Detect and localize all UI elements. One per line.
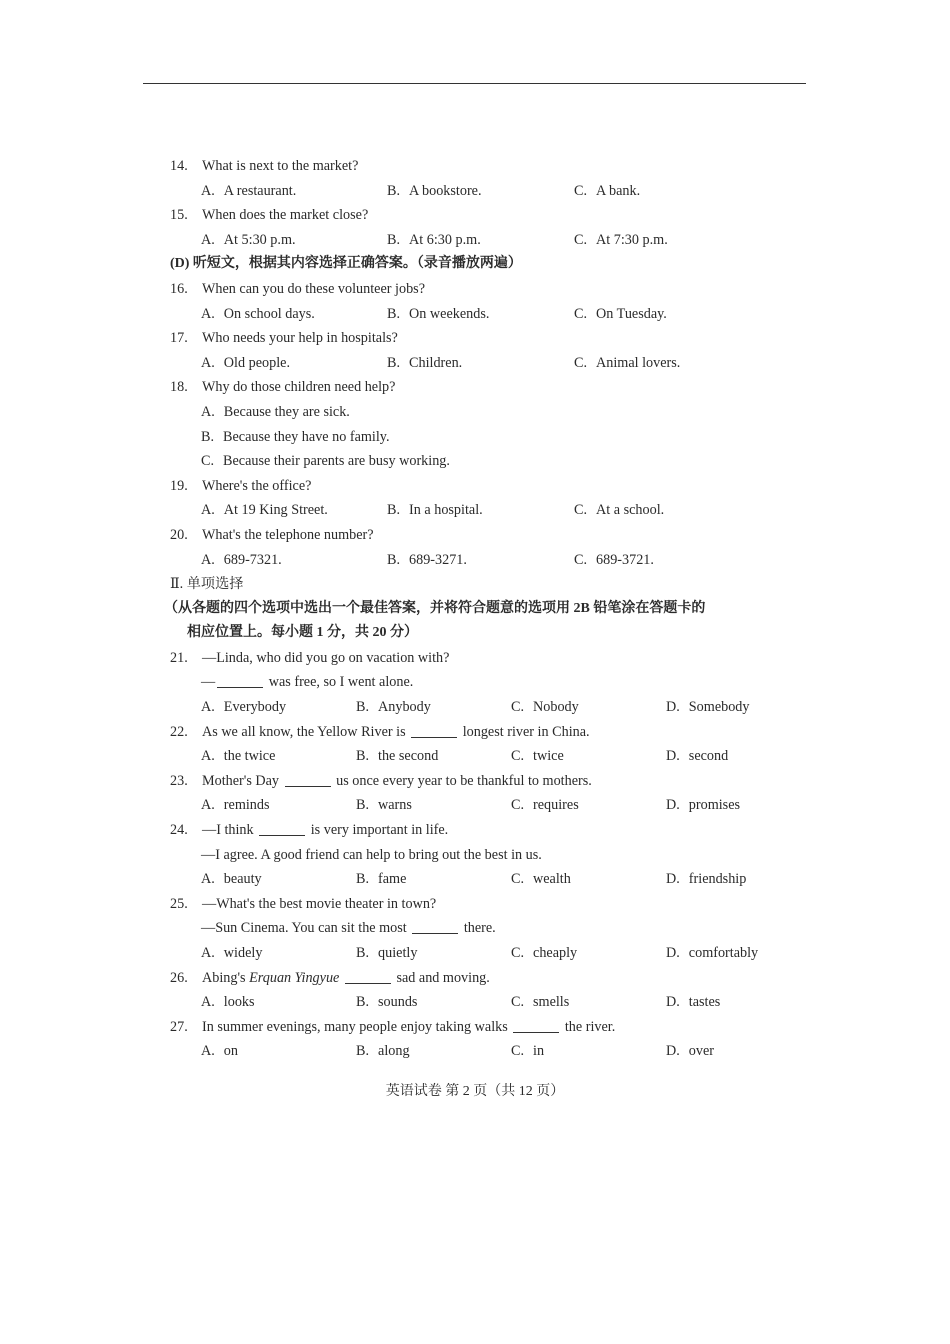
option-a[interactable]: A. At 5:30 p.m. [201, 231, 296, 248]
answer-blank[interactable] [412, 919, 458, 934]
option-a[interactable]: A. Old people. [201, 354, 290, 371]
question-25-line2: —Sun Cinema. You can sit the most there. [201, 920, 496, 937]
option-c[interactable]: C. smells [511, 994, 570, 1011]
question-21 [170, 646, 810, 671]
question-number: 17. [170, 330, 188, 347]
options-25 [170, 941, 810, 966]
question-number: 27. [170, 1018, 188, 1035]
question-list [164, 154, 810, 1064]
option-b[interactable]: B. quietly [356, 945, 418, 961]
option-c[interactable]: C. Because their parents are busy working. [201, 453, 450, 470]
option-c[interactable]: C. in [511, 1043, 545, 1060]
question-number: 25. [170, 895, 188, 912]
option-d[interactable]: D. promises [666, 797, 741, 814]
part-d-heading: (D) 听短文，根据其内容选择正确答案。（录音播放两遍） [170, 256, 522, 272]
question-24: 24. —I think is very important in life. [170, 818, 810, 843]
option-c[interactable]: C. wealth [511, 871, 571, 888]
option-a[interactable]: A. widely [201, 945, 263, 961]
question-text: When does the market close? [202, 207, 369, 224]
option-c[interactable]: C. twice [511, 748, 564, 765]
options-23 [170, 793, 810, 818]
question-text: Why do those children need help? [202, 379, 396, 396]
question-27: 27. In summer evenings, many people enjoy taking walks the river. [170, 1015, 810, 1040]
question-22: 22. As we all know, the Yellow River is longest river in China. [170, 720, 810, 745]
question-17 [170, 326, 810, 351]
options-19 [170, 498, 810, 523]
option-c[interactable]: C. Animal lovers. [574, 354, 681, 371]
options-17 [170, 351, 810, 376]
option-b[interactable]: B. At 6:30 p.m. [387, 231, 481, 248]
question-text: Who needs your help in hospitals? [202, 330, 398, 347]
options-27 [170, 1039, 810, 1064]
option-b[interactable]: B. 689-3271. [387, 551, 467, 568]
answer-blank[interactable] [217, 673, 263, 688]
option-c[interactable]: C. At a school. [574, 502, 665, 519]
option-c[interactable]: C. cheaply [511, 945, 578, 961]
option-d[interactable]: D. comfortably [666, 945, 759, 961]
option-c[interactable]: C. At 7:30 p.m. [574, 231, 668, 248]
option-d[interactable]: D. second [666, 748, 729, 765]
option-a[interactable]: A. On school days. [201, 305, 315, 322]
question-number: 22. [170, 723, 188, 740]
header-rule [143, 83, 806, 84]
question-14 [170, 154, 810, 179]
question-number: 23. [170, 772, 188, 789]
option-a[interactable]: A. the twice [201, 748, 276, 765]
question-number: 24. [170, 822, 188, 839]
question-number: 21. [170, 649, 188, 666]
question-number: 20. [170, 526, 188, 543]
options-24 [170, 867, 810, 892]
option-a[interactable]: A. Because they are sick. [201, 403, 350, 420]
option-b[interactable]: B. On weekends. [387, 305, 490, 322]
option-b[interactable]: B. warns [356, 797, 412, 814]
option-b[interactable]: B. Anybody [356, 699, 431, 716]
option-a[interactable]: A. reminds [201, 797, 270, 814]
option-c[interactable]: C. Nobody [511, 699, 579, 716]
option-d[interactable]: D. friendship [666, 871, 747, 888]
answer-blank[interactable] [411, 723, 457, 738]
section-2-instructions: （从各题的四个选项中选出一个最佳答案，并将符合题意的选项用 2B 铅笔涂在答题卡的 [164, 600, 706, 616]
option-b[interactable]: B. along [356, 1043, 410, 1060]
question-25 [170, 892, 810, 917]
answer-blank[interactable] [259, 821, 305, 836]
option-a[interactable]: A. on [201, 1043, 238, 1060]
option-b[interactable]: B. sounds [356, 994, 418, 1011]
option-a[interactable]: A. Everybody [201, 699, 287, 716]
answer-blank[interactable] [285, 772, 331, 787]
option-a[interactable]: A. looks [201, 994, 255, 1011]
question-15 [170, 203, 810, 228]
options-15 [170, 228, 810, 253]
option-b[interactable]: B. the second [356, 748, 439, 765]
question-text: What's the telephone number? [202, 526, 374, 543]
question-18 [170, 375, 810, 400]
question-number: 15. [170, 207, 188, 224]
question-text: When can you do these volunteer jobs? [202, 280, 425, 297]
question-number: 19. [170, 477, 188, 494]
option-a[interactable]: A. beauty [201, 871, 262, 888]
option-d[interactable]: D. over [666, 1043, 715, 1060]
options-16 [170, 302, 810, 327]
option-c[interactable]: C. requires [511, 797, 579, 814]
option-d[interactable]: D. tastes [666, 994, 721, 1011]
option-a[interactable]: A. A restaurant. [201, 182, 297, 199]
question-20 [170, 523, 810, 548]
option-a[interactable]: A. 689-7321. [201, 551, 282, 568]
option-b[interactable]: B. A bookstore. [387, 182, 482, 199]
option-b[interactable]: B. fame [356, 871, 407, 888]
option-b[interactable]: B. Because they have no family. [201, 428, 390, 445]
options-22 [170, 744, 810, 769]
option-a[interactable]: A. At 19 King Street. [201, 502, 328, 519]
question-text: Where's the office? [202, 477, 312, 494]
question-text: —What's the best movie theater in town? [202, 895, 437, 912]
question-number: 14. [170, 158, 188, 174]
question-23: 23. Mother's Day us once every year to be thankful to mothers. [170, 769, 810, 794]
question-text: —Linda, who did you go on vacation with? [202, 649, 450, 666]
answer-blank[interactable] [513, 1018, 559, 1033]
option-c[interactable]: C. A bank. [574, 182, 641, 199]
option-d[interactable]: D. Somebody [666, 699, 750, 716]
option-c[interactable]: C. 689-3721. [574, 551, 654, 568]
question-24-line2: —I agree. A good friend can help to bring out the best in us. [201, 846, 542, 863]
question-text: What is next to the market? [202, 158, 359, 174]
page-footer: 英语试卷 第 2 页（共 12 页） [385, 1084, 565, 1099]
option-b[interactable]: B. In a hospital. [387, 502, 483, 519]
section-2-instructions-cont: 相应位置上。每小题 1 分，共 20 分） [187, 625, 418, 641]
question-16 [170, 277, 810, 302]
option-c[interactable]: C. On Tuesday. [574, 305, 667, 322]
options-21 [170, 695, 810, 720]
question-26: 26. Abing's Erquan Yingyue sad and moving. [170, 966, 810, 991]
options-20 [170, 548, 810, 573]
option-b[interactable]: B. Children. [387, 354, 463, 371]
question-number: 18. [170, 379, 188, 396]
options-14 [170, 179, 810, 204]
question-21-line2: — was free, so I went alone. [201, 674, 414, 691]
question-number: 16. [170, 280, 188, 297]
answer-blank[interactable] [345, 969, 391, 984]
options-26 [170, 990, 810, 1015]
question-number: 26. [170, 969, 188, 986]
section-2-title: Ⅱ. 单项选择 [170, 576, 244, 593]
question-19 [170, 474, 810, 499]
